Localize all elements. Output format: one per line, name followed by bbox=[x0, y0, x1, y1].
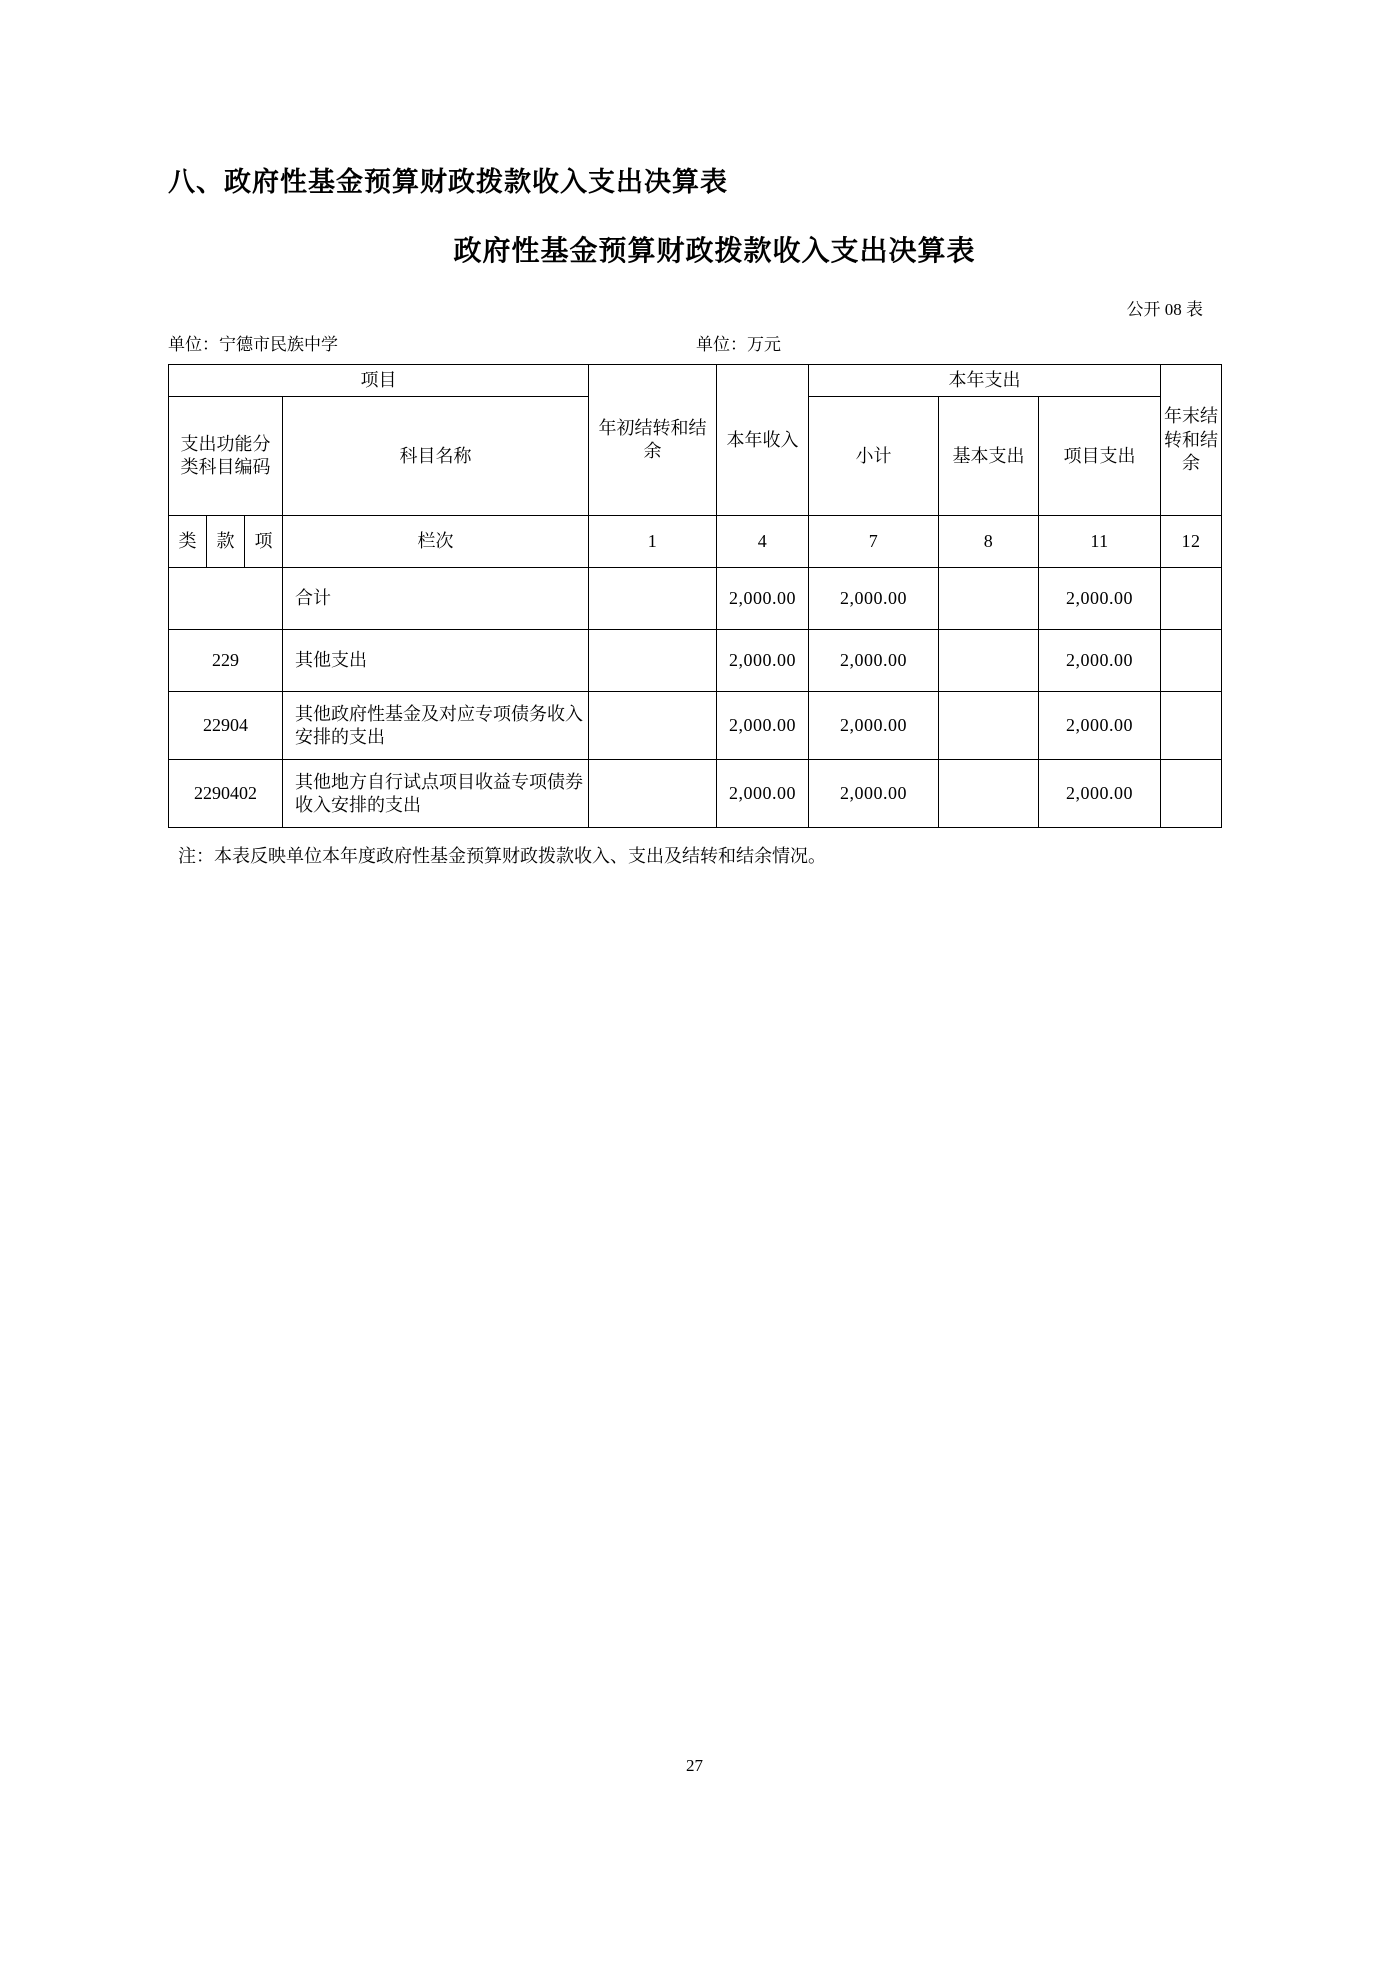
row-code: 2290402 bbox=[169, 760, 283, 828]
row-year-income: 2,000.00 bbox=[717, 630, 809, 692]
row-subtotal: 2,000.00 bbox=[809, 760, 939, 828]
row-name: 其他地方自行试点项目收益专项债券收入安排的支出 bbox=[283, 760, 589, 828]
header-expenditure-code: 支出功能分类科目编码 bbox=[169, 397, 283, 516]
row-begin-balance bbox=[589, 568, 717, 630]
page-content bbox=[168, 0, 1221, 868]
row-project-expenditure: 2,000.00 bbox=[1039, 692, 1161, 760]
table-row bbox=[169, 760, 1222, 828]
header-class: 类 bbox=[169, 516, 207, 568]
table-lane-row bbox=[169, 516, 1222, 568]
table-row bbox=[169, 568, 1222, 630]
row-code: 229 bbox=[169, 630, 283, 692]
currency-label: 单位：万元 bbox=[696, 335, 781, 354]
row-basic-expenditure bbox=[939, 630, 1039, 692]
row-end-balance bbox=[1161, 692, 1222, 760]
lane-basic-expenditure: 8 bbox=[939, 516, 1039, 568]
header-year-expenditure-group: 本年支出 bbox=[809, 365, 1161, 397]
table-header-row-1 bbox=[169, 365, 1222, 397]
unit-label: 单位：宁德市民族中学 bbox=[168, 335, 338, 354]
lane-begin-balance: 1 bbox=[589, 516, 717, 568]
row-project-expenditure: 2,000.00 bbox=[1039, 760, 1161, 828]
row-basic-expenditure bbox=[939, 692, 1039, 760]
table-meta bbox=[168, 330, 1221, 356]
document-title: 政府性基金预算财政拨款收入支出决算表 bbox=[453, 234, 976, 267]
row-code: 22904 bbox=[169, 692, 283, 760]
row-project-expenditure: 2,000.00 bbox=[1039, 630, 1161, 692]
lane-year-income: 4 bbox=[717, 516, 809, 568]
row-basic-expenditure bbox=[939, 760, 1039, 828]
row-end-balance bbox=[1161, 630, 1222, 692]
table-note: 注：本表反映单位本年度政府性基金预算财政拨款收入、支出及结转和结余情况。 bbox=[178, 846, 826, 867]
row-subtotal: 2,000.00 bbox=[809, 692, 939, 760]
header-project-group: 项目 bbox=[169, 365, 589, 397]
budget-table bbox=[168, 364, 1222, 828]
table-row bbox=[169, 692, 1222, 760]
form-code: 公开 08 表 bbox=[1126, 300, 1203, 319]
header-subtotal: 小计 bbox=[809, 397, 939, 516]
row-name: 合计 bbox=[283, 568, 589, 630]
section-title: 八、政府性基金预算财政拨款收入支出决算表 bbox=[168, 167, 728, 198]
row-begin-balance bbox=[589, 630, 717, 692]
row-end-balance bbox=[1161, 568, 1222, 630]
page-number: 27 bbox=[686, 1756, 703, 1775]
row-begin-balance bbox=[589, 692, 717, 760]
lane-project-expenditure: 11 bbox=[1039, 516, 1161, 568]
row-begin-balance bbox=[589, 760, 717, 828]
row-subtotal: 2,000.00 bbox=[809, 630, 939, 692]
lane-end-balance: 12 bbox=[1161, 516, 1222, 568]
row-subtotal: 2,000.00 bbox=[809, 568, 939, 630]
row-year-income: 2,000.00 bbox=[717, 568, 809, 630]
row-basic-expenditure bbox=[939, 568, 1039, 630]
header-subject-name: 科目名称 bbox=[283, 397, 589, 516]
header-year-income: 本年收入 bbox=[717, 365, 809, 516]
row-name: 其他政府性基金及对应专项债务收入安排的支出 bbox=[283, 692, 589, 760]
header-basic-expenditure: 基本支出 bbox=[939, 397, 1039, 516]
header-project-expenditure: 项目支出 bbox=[1039, 397, 1161, 516]
row-project-expenditure: 2,000.00 bbox=[1039, 568, 1161, 630]
lane-label: 栏次 bbox=[283, 516, 589, 568]
header-end-balance: 年末结转和结余 bbox=[1161, 365, 1222, 516]
row-end-balance bbox=[1161, 760, 1222, 828]
header-section: 款 bbox=[207, 516, 245, 568]
row-code bbox=[169, 568, 283, 630]
lane-subtotal: 7 bbox=[809, 516, 939, 568]
row-year-income: 2,000.00 bbox=[717, 760, 809, 828]
header-item: 项 bbox=[245, 516, 283, 568]
row-year-income: 2,000.00 bbox=[717, 692, 809, 760]
table-row bbox=[169, 630, 1222, 692]
row-name: 其他支出 bbox=[283, 630, 589, 692]
header-begin-balance: 年初结转和结余 bbox=[589, 365, 717, 516]
